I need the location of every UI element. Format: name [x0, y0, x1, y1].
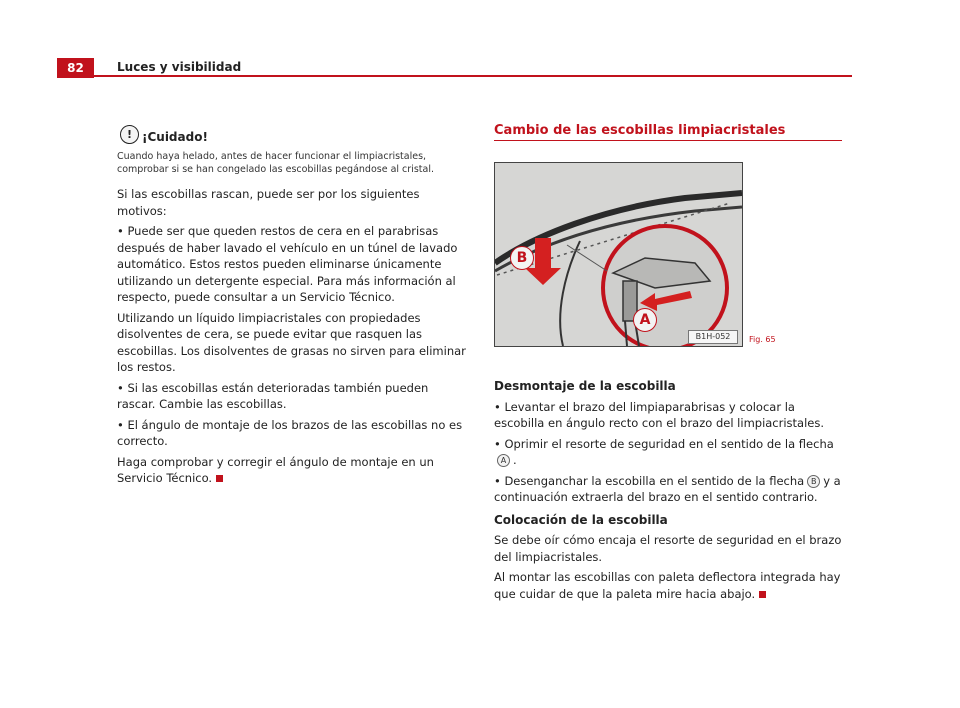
installation-paragraph: Se debe oír cómo encaja el resorte de seguridad en el brazo del limpiacristales.: [494, 533, 842, 564]
figure-code: B1H-052: [688, 330, 738, 344]
caution-title: ¡Cuidado!: [142, 130, 208, 144]
removal-step-1: • Levantar el brazo del limpiaparabrisas y colocar la escobilla en ángulo recto con el brazo del limpiacristales.: [494, 399, 825, 430]
step-text-end: y a continuación extraerla del brazo en el sentido contrario.: [494, 473, 841, 504]
paragraph: Utilizando un líquido limpiacristales con propiedades disolventes de cera, se puede evitar que rasquen las escobillas. Los disolventes de grasas no sirven para eliminar los restos.: [117, 310, 466, 374]
section-title: Cambio de las escobillas limpiacristales: [494, 123, 786, 138]
installation-heading: Colocación de la escobilla: [494, 512, 668, 527]
chapter-title: Luces y visibilidad: [117, 60, 242, 74]
caution-text: Cuando haya helado, antes de hacer funcionar el limpiacristales, comprobar si se han congelado las escobillas pegándose al cristal.: [117, 151, 434, 175]
section-divider: [494, 140, 842, 141]
end-mark-icon: [759, 591, 766, 598]
exclamation-icon: !: [120, 125, 139, 144]
header-divider: [94, 75, 852, 77]
figure-label-b: B: [510, 246, 534, 270]
figure-label-a: A: [633, 308, 657, 332]
step-text: • Oprimir el resorte de seguridad en el sentido de la flecha: [494, 436, 834, 451]
paragraph-text: Al montar las escobillas con paleta deflectora integrada hay que cuidar de que la paleta mire hacia abajo.: [494, 570, 841, 601]
removal-step-2: [494, 436, 844, 469]
ref-a-badge: A: [497, 454, 510, 467]
paragraph: [117, 454, 467, 487]
step-text: • Desenganchar la escobilla en el sentido de la flecha: [494, 473, 805, 488]
installation-paragraph: [494, 569, 844, 602]
paragraph-text: Haga comprobar y corregir el ángulo de montaje en un Servicio Técnico.: [117, 454, 434, 485]
removal-step-3: [494, 473, 844, 506]
paragraph: Si las escobillas rascan, puede ser por los siguientes motivos:: [117, 187, 420, 218]
ref-b-badge: B: [807, 475, 820, 488]
paragraph: • Puede ser que queden restos de cera en el parabrisas después de haber lavado el vehículo en un túnel de lavado automático. Estos restos pueden eliminarse únicamente utilizando un detergente especial. Para más información al respecto, puede consultar a un Servicio Técnico.: [117, 224, 458, 304]
page-number: 82: [57, 58, 94, 78]
figure-caption: Fig. 65: [749, 335, 776, 344]
removal-heading: Desmontaje de la escobilla: [494, 379, 676, 393]
step-text-end: .: [513, 453, 517, 467]
end-mark-icon: [216, 475, 223, 482]
right-column: [494, 378, 844, 606]
paragraph: • El ángulo de montaje de los brazos de las escobillas no es correcto.: [117, 417, 463, 448]
left-column: [117, 186, 467, 491]
paragraph: • Si las escobillas están deterioradas también pueden rascar. Cambie las escobillas.: [117, 380, 429, 411]
